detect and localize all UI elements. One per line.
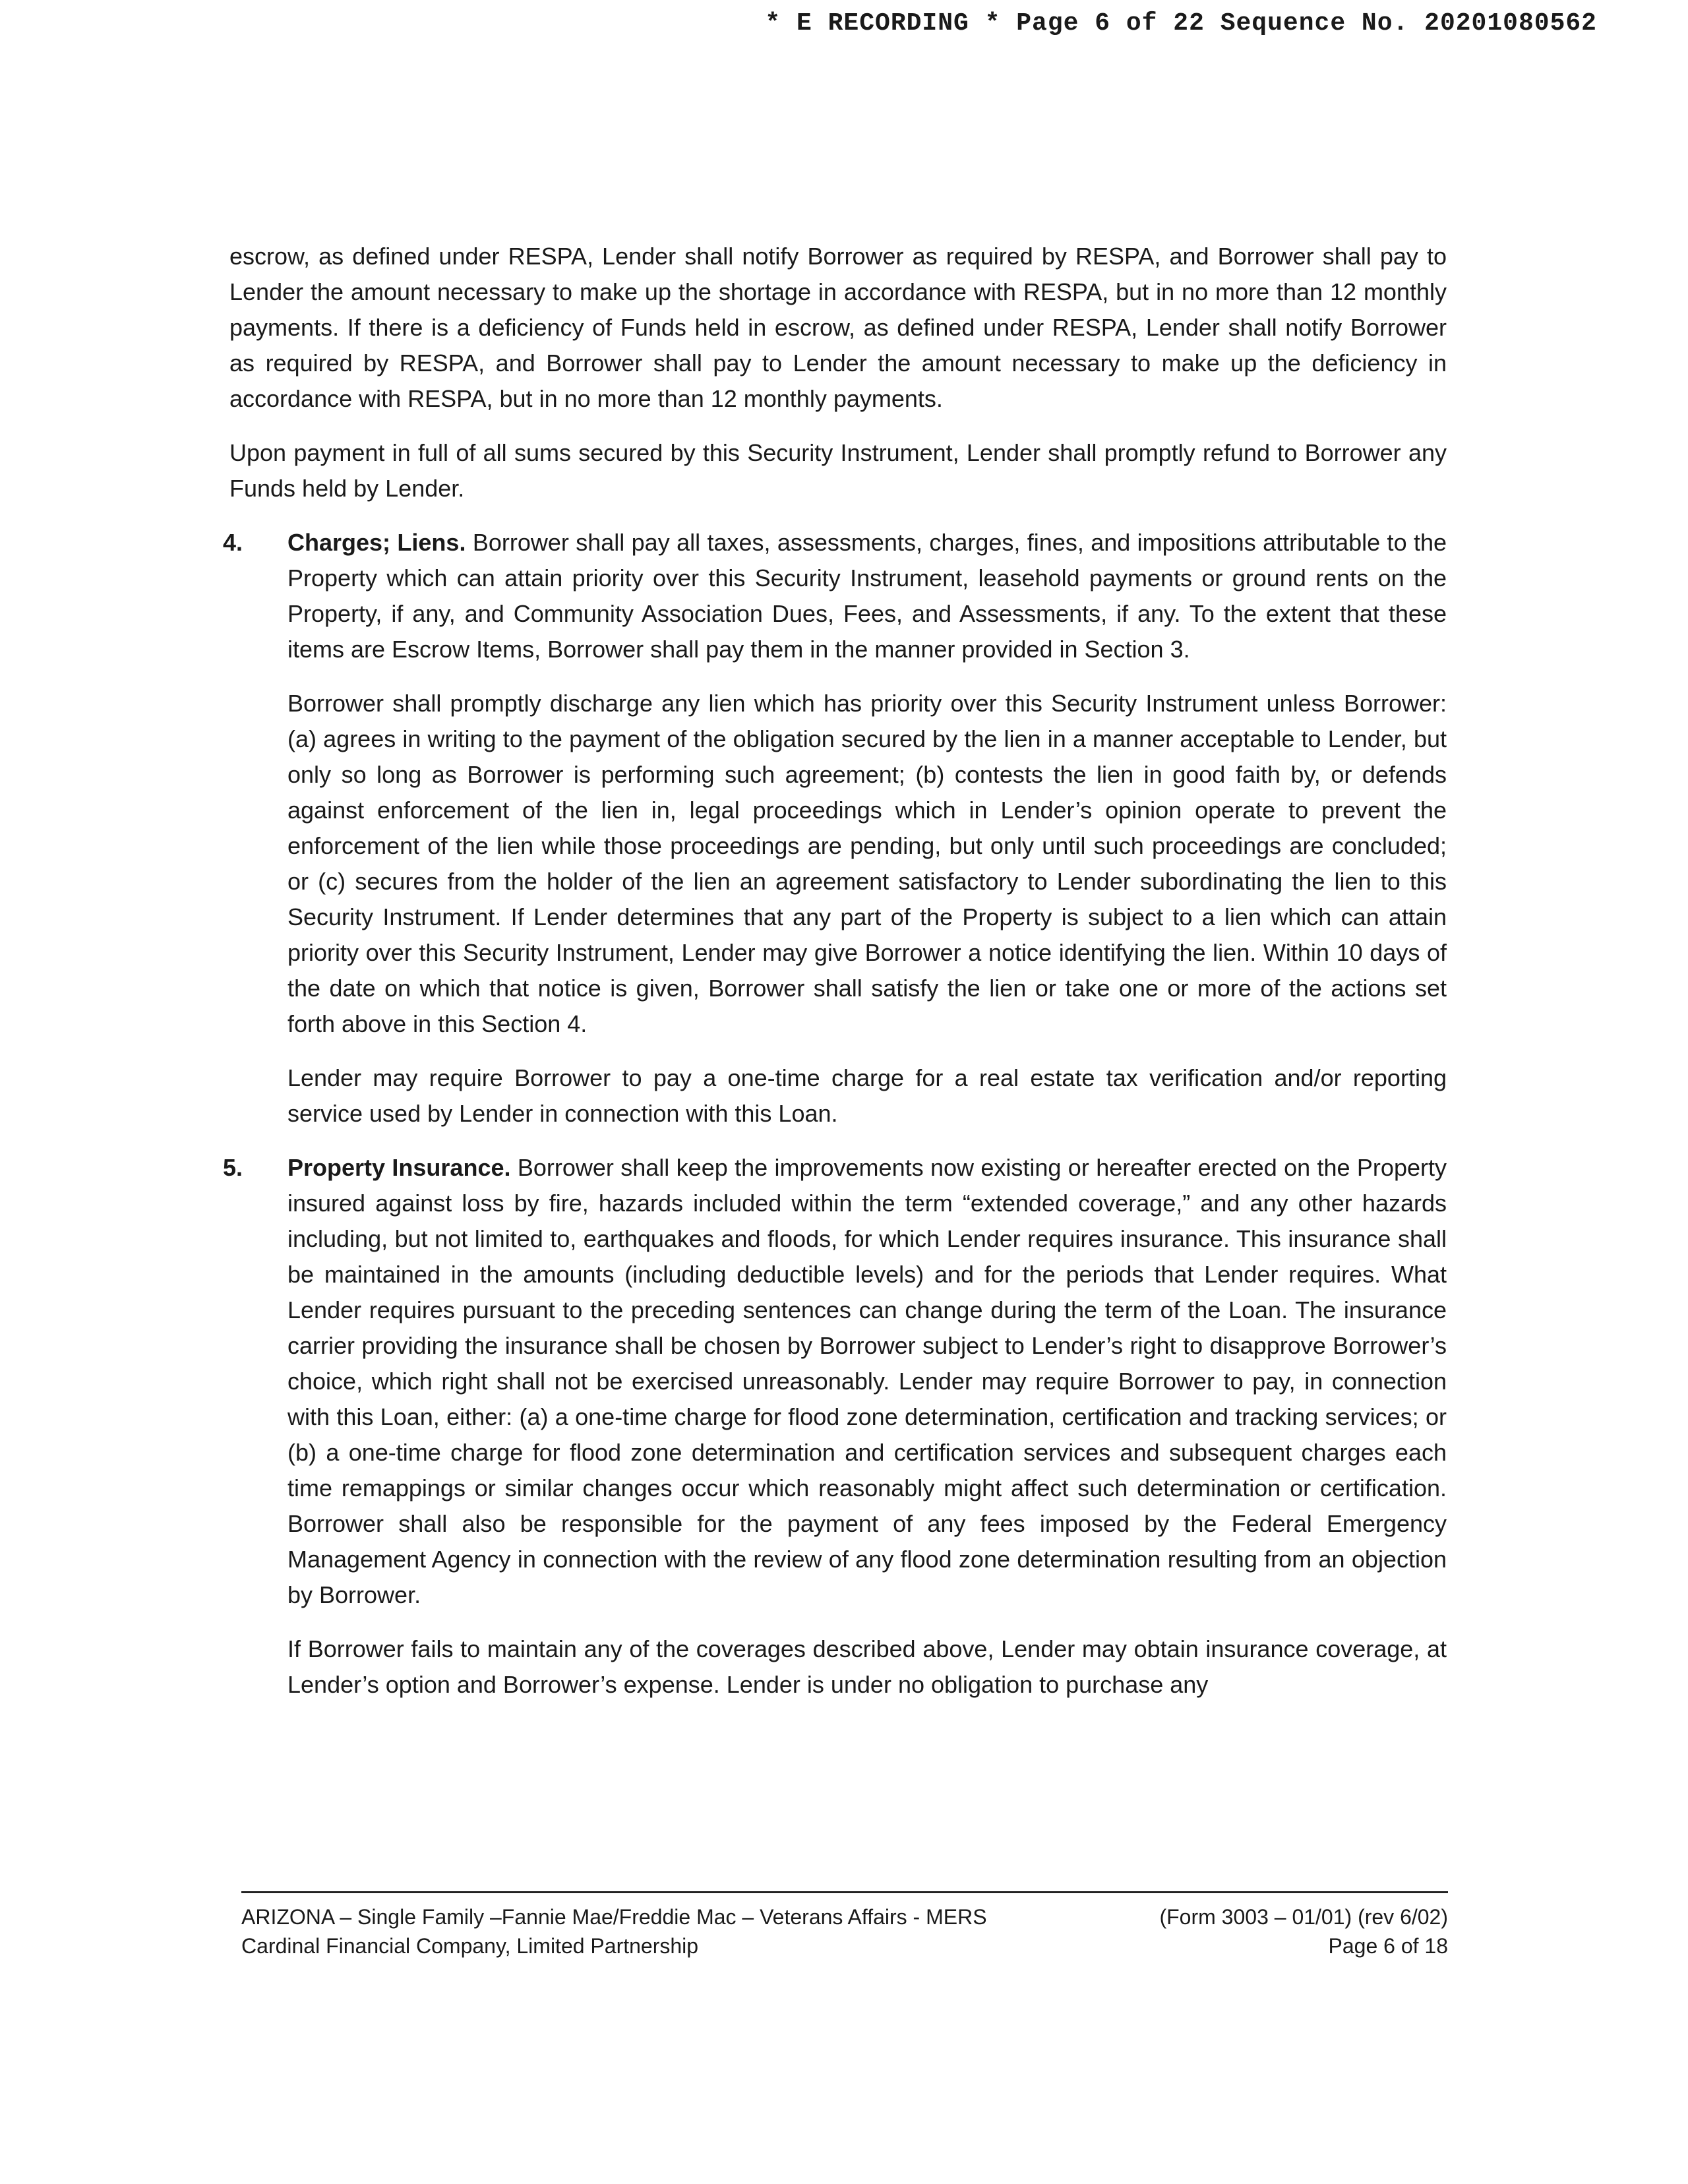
- paragraph: Lender may require Borrower to pay a one-time charge for a real estate tax verification and/or reporting service used by Lender in connection with this Loan.: [287, 1064, 1447, 1127]
- paragraph: Borrower shall promptly discharge any lien which has priority over this Security Instrument unless Borrower: (a) agrees in writing to the payment of the obligation secured by the lien in a manner acceptable to Lender, but only so long as Borrower is performing such agreement; (b) contests the lien in good faith by, or defends against enforcement of the lien in, legal proceedings which in Lender’s opinion operate to prevent the enforcement of the lien while those proceedings are pending, but only until such proceedings are concluded; or (c) secures from the holder of the lien an agreement satisfactory to Lender subordinating the lien to this Security Instrument. If Lender determines that any part of the Property is subject to a lien which can attain priority over this Security Instrument, Lender may give Borrower a notice identifying the lien. Within 10 days of the date on which that notice is given, Borrower shall satisfy the lien or take one or more of the actions set forth above in this Section 4.: [287, 690, 1447, 1037]
- section-number: 5.: [223, 1154, 243, 1181]
- footer-page-number: Page 6 of 18: [1328, 1934, 1448, 1958]
- page-footer: [241, 1891, 1448, 1960]
- section-lead-text: Borrower shall pay all taxes, assessments, charges, fines, and impositions attributable to the Property which can attain priority over this Security Instrument, leasehold payments or ground rents on the Property, if any, and Community Association Dues, Fees, and Assessments, if any. To the extent that these items are Escrow Items, Borrower shall pay them in the manner provided in Section 3.: [287, 529, 1447, 663]
- footer-form-title: ARIZONA – Single Family –Fannie Mae/Freddie Mac – Veterans Affairs - MERS: [241, 1905, 987, 1929]
- footer-right: [1159, 1902, 1448, 1960]
- paragraph: escrow, as defined under RESPA, Lender shall notify Borrower as required by RESPA, and Borrower shall pay to Lender the amount necessary to make up the shortage in accordance with RESPA, but in no more than 12 monthly payments. If there is a deficiency of Funds held in escrow, as defined under RESPA, Lender shall notify Borrower as required by RESPA, and Borrower shall pay to Lender the amount necessary to make up the deficiency in accordance with RESPA, but in no more than 12 monthly payments.: [229, 243, 1447, 412]
- section-lead-paragraph: [287, 1150, 1447, 1613]
- paragraph: Upon payment in full of all sums secured by this Security Instrument, Lender shall promptly refund to Borrower any Funds held by Lender.: [229, 439, 1447, 502]
- footer-lender: Cardinal Financial Company, Limited Partnership: [241, 1934, 699, 1958]
- section-heading: Property Insurance.: [287, 1154, 511, 1181]
- document-body: [223, 239, 1447, 1721]
- section-number: 4.: [223, 529, 243, 556]
- section-lead-paragraph: [287, 525, 1447, 667]
- section-4: [223, 525, 1447, 1132]
- section-5: [223, 1150, 1447, 1703]
- section-lead-text: Borrower shall keep the improvements now existing or hereafter erected on the Property insured against loss by fire, hazards included within the term “extended coverage,” and any other hazards including, but not limited to, earthquakes and floods, for which Lender requires insurance. This insurance shall be maintained in the amounts (including deductible levels) and for the periods that Lender requires. What Lender requires pursuant to the preceding sentences can change during the term of the Loan. The insurance carrier providing the insurance shall be chosen by Borrower subject to Lender’s right to disapprove Borrower’s choice, which right shall not be exercised unreasonably. Lender may require Borrower to pay, in connection with this Loan, either: (a) a one-time charge for flood zone determination, certification and tracking services; or (b) a one-time charge for flood zone determination and certification services and subsequent charges each time remappings or similar changes occur which reasonably might affect such determination or certification. Borrower shall also be responsible for the payment of any fees imposed by the Federal Emergency Management Agency in connection with the review of any flood zone determination resulting from an objection by Borrower.: [287, 1154, 1447, 1608]
- footer-left: [241, 1902, 987, 1960]
- section-heading: Charges; Liens.: [287, 529, 466, 556]
- footer-form-number: (Form 3003 – 01/01) (rev 6/02): [1159, 1905, 1448, 1929]
- recording-stamp: * E RECORDING * Page 6 of 22 Sequence No. 20201080562: [765, 9, 1597, 38]
- paragraph: If Borrower fails to maintain any of the coverages described above, Lender may obtain insurance coverage, at Lender’s option and Borrower’s expense. Lender is under no obligation to purchase any: [287, 1635, 1447, 1698]
